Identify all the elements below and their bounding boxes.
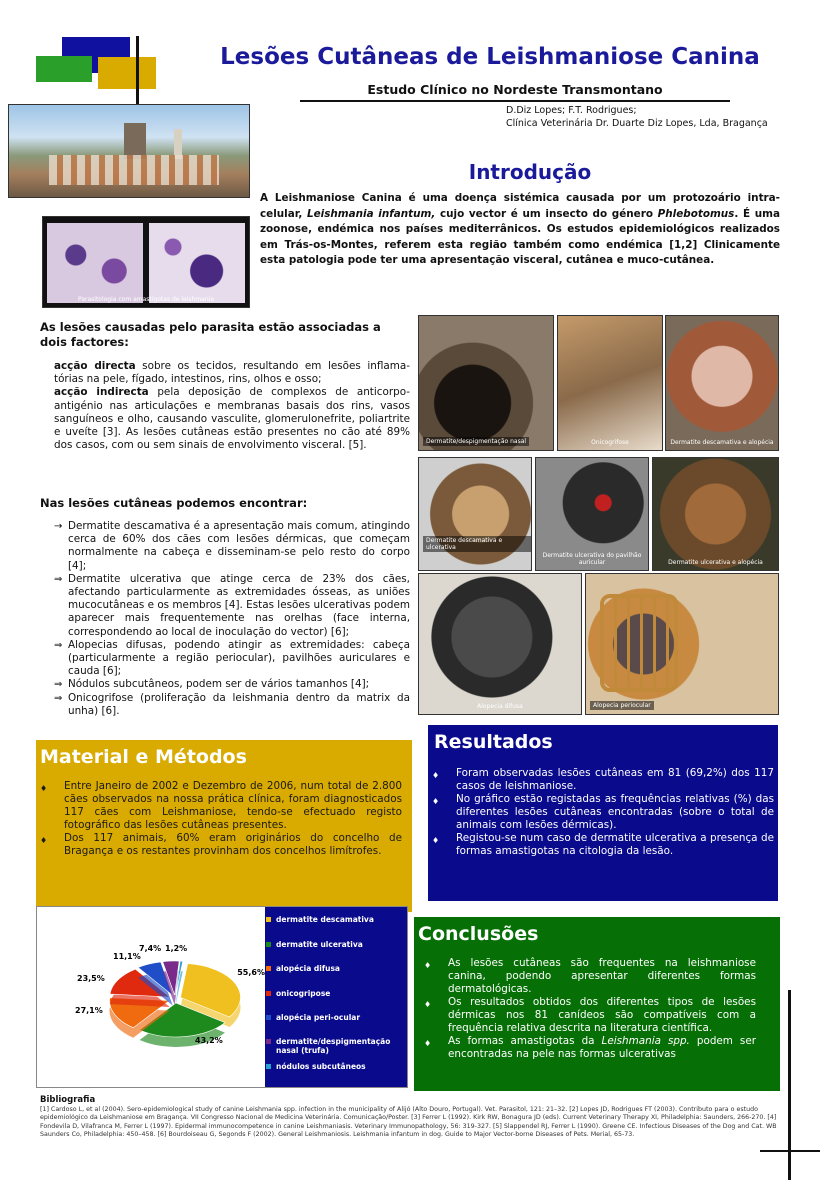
list-item	[428, 793, 774, 832]
skin-lesions-heading: Nas lesões cutâneas podemos encontrar:	[40, 496, 308, 510]
logo-vertical-line	[136, 36, 139, 104]
diamond-bullet-icon: ♦	[40, 784, 48, 793]
list-item	[428, 767, 774, 793]
photo-ulcerative-alopecia	[652, 457, 779, 571]
legend-label: dermatite/despigmentação nasal (trufa)	[276, 1037, 391, 1055]
legend-entry	[276, 989, 406, 998]
photo-nasal-depigmentation	[418, 315, 554, 451]
page-title: Lesões Cutâneas de Leishmaniose Canina	[220, 44, 760, 70]
direct-action-label: acção directa	[54, 360, 136, 372]
photo-caption: Dermatite ulcerativa e alopécia	[668, 559, 763, 566]
diamond-bullet-icon: ♦	[424, 961, 432, 970]
photo-ear-ulcerative	[535, 457, 649, 571]
legend-swatch	[266, 966, 271, 971]
pie-value-label: 43,2%	[195, 1036, 223, 1045]
list-item: → Dermatite descamativa é a apresentação mais comum, atingindo cerca de 60% dos cães com lesões dérmicas, que começam normalmente na cabeça e disseminam-se pelo resto do corpo [4];	[54, 520, 410, 572]
results-panel	[428, 725, 778, 901]
diamond-bullet-icon: ♦	[432, 797, 440, 806]
results-item: Foram observadas lesões cutâneas em 81 (69,2%) dos 117 casos de leishmaniose.	[456, 767, 774, 792]
legend-entry	[276, 915, 406, 924]
legend-entry	[276, 940, 406, 949]
legend-entry	[276, 1062, 406, 1071]
town-landscape-photo	[8, 104, 250, 198]
intro-paragraph	[260, 191, 780, 269]
skin-lesion-item: Onicogrifose (proliferação da leishmania dentro da matrix da unha) [6].	[68, 691, 410, 717]
bibliography-text: [1] Cardoso L, et al (2004). Sero-epidemiological study of canine Leishmania spp. infection in the municipality of Alijó (Alto Douro, Portugal). Vet. Parasitol, 121: 21–32. [2] Lopes JD, Rodrigues FT (2003). Contributo para o estudo epidemiológico da Leishmaniose em Bragança. VII Congresso Nacional de Medicina Veterinária. Comunicação/Poster. [3] Ferrer L (1992). Kirk RW, Bonagura JD (eds). Current Veterinary Therapy XI, Philadelphia: Saunders, 266-270. [4] Fondevila D, Vilafranca M, Ferrer L (1997). Epidermal immunocompetence in canine Leishmaniasis. Veterinary Immunopathology, 56: 319-327. [5] Slappendel RJ, Ferrer L (1990). Greene CE. Infectious Diseases of the Dog and Cat. WB Saunders Co, Philadelphia: 450–458. [6] Bourdoiseau G, Segonds F (2002). General Leishmaniosis. Leishmania infantum in dog. Guide to Major Vector-borne Diseases of Pets. Merial, 65-73.	[40, 1106, 777, 1139]
intro-heading: Introdução	[468, 160, 592, 184]
authors: D.Diz Lopes; F.T. Rodrigues;	[506, 105, 637, 116]
list-item: ⇒ Alopecias difusas, podendo atingir as extremidades: cabeça (particularmente a região periocular), pavilhões auriculares e cauda [6];	[54, 638, 410, 678]
photo-periocular-alopecia	[585, 573, 779, 715]
affiliation: Clínica Veterinária Dr. Duarte Diz Lopes, Lda, Bragança	[506, 118, 768, 129]
pie-value-label: 55,6%	[237, 968, 265, 977]
conclusions-organism: Leishmania spp.	[601, 1035, 690, 1047]
material-panel	[36, 740, 412, 912]
photo-onychogryphosis	[557, 315, 663, 451]
legend-label: onicogripose	[276, 989, 331, 998]
diamond-bullet-icon: ♦	[424, 1039, 432, 1048]
conclusions-heading: Conclusões	[418, 923, 539, 945]
intro-text-a: A Leishmaniose Canina é uma doença sistémica causada por um protozoário intra-celular,	[260, 192, 780, 220]
conclusions-last-a: As formas amastigotas da	[448, 1035, 602, 1047]
intro-text-c: . É uma zoonose, endémica nos países mediterrânicos. Os estudos epidemiológicos realizados em Trás-os-Montes, referem esta região também como endémica [1,2] Clinicamente esta patologia pode ter uma apresentação visceral, cutânea e muco-cutânea.	[260, 207, 781, 266]
subtitle-underline	[300, 100, 730, 102]
skin-lesion-item: Alopecias difusas, podendo atingir as extremidades: cabeça (particularmente a região periocular), pavilhões auriculares e cauda [6];	[68, 638, 410, 678]
list-item	[420, 957, 756, 996]
material-item: Dos 117 animais, 60% eram originários do concelho de Bragança e os restantes provinham dos concelhos limítrofes.	[64, 832, 402, 857]
legend-label: nódulos subcutâneos	[276, 1062, 366, 1071]
skin-lesion-item: Dermatite descamativa é a apresentação mais comum, atingindo cerca de 60% dos cães com lesões dérmicas, que começam normalmente na cabeça e disseminam-se pelo resto do corpo [4];	[68, 520, 410, 572]
list-item: ⇒ Dermatite ulcerativa que atinge cerca de 23% dos cães, afectando particularmente as extremidades ósseas, as uniões mucocutâneas e os membros [4]. Estas lesões ulcerativas podem aparecer mais frequentemente nas orelhas (face interna, correspondendo ao local de inoculação do vector) [6];	[54, 572, 410, 638]
diamond-bullet-icon: ♦	[432, 771, 440, 780]
factors-heading: As lesões causadas pelo parasita estão associadas a dois factores:	[40, 320, 381, 349]
diamond-bullet-icon: ♦	[432, 836, 440, 845]
legend-swatch	[266, 942, 271, 947]
skin-lesions-list	[54, 520, 410, 718]
results-item: Registou-se num caso de dermatite ulcerativa a presença de formas amastigotas na citologia da lesão.	[456, 832, 774, 857]
photo-caption: Dermatite/despigmentação nasal	[423, 437, 529, 446]
list-item: ⇒ Nódulos subcutâneos, podem ser de vários tamanhos [4];	[54, 678, 370, 691]
list-item	[420, 996, 756, 1035]
pie-chart	[37, 907, 267, 1087]
pie-value-label: 11,1%	[113, 952, 141, 961]
direct-action-text: sobre os tecidos, resultando em lesões inflama-tórias na pele, fígado, intestinos, rins, olhos e osso;	[54, 360, 410, 386]
legend-swatch	[266, 1039, 271, 1044]
authors-block	[506, 104, 768, 130]
photo-caption: Dermatite ulcerativa do pavilhão auricular	[542, 552, 642, 566]
photo-descamative-alopecia	[665, 315, 779, 451]
logo-block-gold	[98, 57, 156, 89]
pie-value-label: 27,1%	[75, 1006, 103, 1015]
skin-lesion-item: Nódulos subcutâneos, podem ser de vários tamanhos [4];	[68, 678, 370, 691]
conclusions-item: Os resultados obtidos dos diferentes tipos de lesões dérmicas nos 81 canídeos são compatíveis com a frequência relativa descrita na literatura científica.	[448, 996, 756, 1034]
diamond-bullet-icon: ♦	[40, 836, 48, 845]
legend-entry	[276, 964, 406, 973]
legend-label: alopécia peri-ocular	[276, 1013, 361, 1022]
legend-label: dermatite ulcerativa	[276, 940, 363, 949]
legend-swatch	[266, 991, 271, 996]
results-item: No gráfico estão registadas as frequências relativas (%) das diferentes lesões cutâneas encontradas (sobre o total de animais com lesões dérmicas).	[456, 793, 774, 831]
list-item	[36, 780, 402, 832]
photo-caption: Alopecia difusa	[477, 703, 523, 710]
factors-text	[54, 360, 410, 452]
photo-caption: Onicogrifose	[591, 439, 629, 446]
legend-swatch	[266, 1064, 271, 1069]
material-heading: Material e Métodos	[40, 746, 247, 768]
legend-swatch	[266, 1015, 271, 1020]
pie-chart-box	[36, 906, 408, 1088]
photo-caption: Dermatite descamativa e ulcerativa	[423, 536, 531, 552]
indirect-action-text: pela deposição de complexos de anticorpo-antigénio nas articulações e membranas basais dos rins, vasos sanguíneos e olho, causando vasculite, glomerulonefrite, poliartrite e uveíte [3]. As lesões cutâneas estão presentes no cão até 89% dos casos, com ou sem sinais de envolvimento visceral. [5].	[54, 386, 410, 452]
list-item	[420, 1035, 756, 1061]
logo-block-green	[36, 56, 92, 82]
microscopy-photo	[42, 216, 250, 308]
intro-text-b: cujo vector é um insecto do género	[435, 207, 658, 220]
legend-swatch	[266, 917, 271, 922]
legend-label: dermatite descamativa	[276, 915, 374, 924]
conclusions-item: As lesões cutâneas são frequentes na leishmaniose canina, podendo apresentar diferentes formas dermatológicas.	[448, 957, 756, 995]
photo-descamative-ulcerative	[418, 457, 532, 571]
results-heading: Resultados	[434, 731, 553, 753]
photo-caption: Alopecia periocular	[590, 701, 654, 710]
microscopy-caption: Parasitologia com amastigotas de leishmania	[77, 296, 215, 303]
pie-value-label: 1,2%	[165, 944, 188, 953]
legend-entry	[276, 1037, 406, 1055]
material-item: Entre Janeiro de 2002 e Dezembro de 2006, num total de 2.800 cães observados na nossa prática clínica, foram diagnosticados 117 cães com Leishmaniose, tendo-se efectuado registo fotográfico das lesões cutâneas presentes.	[64, 780, 402, 831]
diamond-bullet-icon: ♦	[424, 1000, 432, 1009]
legend-entry	[276, 1013, 406, 1022]
page-subtitle: Estudo Clínico no Nordeste Transmontano	[367, 82, 663, 97]
pie-value-label: 23,5%	[77, 974, 105, 983]
bibliography-heading: Bibliografia	[40, 1095, 96, 1105]
conclusions-panel	[414, 917, 780, 1091]
list-item	[428, 832, 774, 858]
conclusions-last-b: podem ser encontradas na pele nas formas ulcerativas	[448, 1035, 757, 1060]
indirect-action-label: acção indirecta	[54, 386, 149, 399]
pie-value-label: 7,4%	[139, 944, 162, 953]
list-item: ⇒ Onicogrifose (proliferação da leishmania dentro da matrix da unha) [6].	[54, 691, 410, 717]
photo-diffuse-alopecia	[418, 573, 582, 715]
intro-vector: Phlebotomus	[657, 207, 735, 220]
photo-caption: Dermatite descamativa e alopécia	[670, 439, 774, 446]
skin-lesion-item: Dermatite ulcerativa que atinge cerca de 23% dos cães, afectando particularmente as extremidades ósseas, as uniões mucocutâneas e os membros [4]. Estas lesões ulcerativas podem aparecer mais frequentemente nas orelhas (face interna, correspondendo ao local de inoculação do vector) [6];	[68, 572, 410, 638]
corner-cross-horizontal	[760, 1150, 820, 1152]
legend-label: alopécia difusa	[276, 964, 340, 973]
intro-organism: Leishmania infantum,	[306, 207, 436, 220]
list-item	[36, 832, 402, 858]
